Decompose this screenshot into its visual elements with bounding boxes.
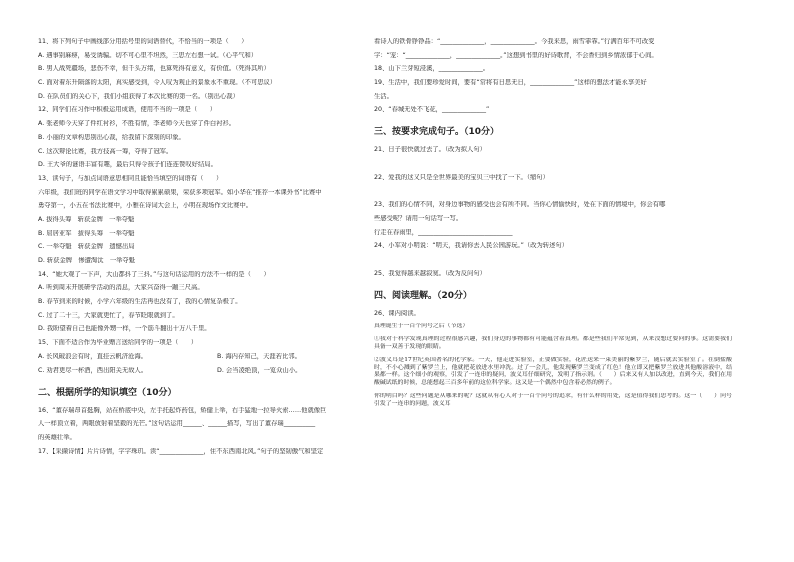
section-3-title: 三、按要求完成句子。（10分） (374, 127, 500, 138)
q15-option-a: A. 长风破浪会有时，直挂云帆济沧海。 (38, 352, 147, 360)
q13-option-c: C. 一举夺魁 斩获金牌 遗憾出局 (38, 243, 135, 251)
q14-stem: 14、“她大观了一下声，大山都抖了三抖。”与这句话运用的方法不一样的是（ ） (38, 270, 270, 278)
q12-option-a: A. 张老师今天穿了件红衬衫，不胜有情，李老师今天也穿了件白衬衫。 (38, 120, 236, 128)
passage-paragraph-2: ②波义耳是17世纪英国著名的化学家。一天，他走进实验室，正要做实验，花匠送来一束美丽的紫罗兰，随后就去实验室了。在倒盐酸时，不小心溅到了紫罗兰上，他就把花放进水里冲洗。过了一会儿，他发现紫罗兰变成了红色！他立即又把紫罗兰放进其他酸溶液中，结果都一样。这个细小的观察，引发了一连串的疑问，波义耳仔细研究，发明了指示剂。（ ）后来又有人加以改进，直到今天，我们在用酸碱试纸的时候，总能想起三百多年前的这位科学家。这又是一个偶然中包含着必然的例子。 (374, 356, 732, 387)
q16-line-1: 16、“董存瑞昂首挺胸，站在桥底中央，左手托起炸药包，矫健上举，右手猛地一拉导火索……他就像巨 (38, 406, 327, 414)
q13-stem: 13、读句子，与加点词语意思相同且能恰当填空的词语有（ ） (38, 174, 223, 182)
q14-option-a: A. 听到周末开展研学活动的消息，大家兴奋得一蹦三尺高。 (38, 284, 204, 292)
q24-answer-blank (374, 256, 732, 264)
section-4-title: 四、阅读理解。（20分） (374, 290, 473, 301)
q21-answer-blank (374, 160, 732, 168)
q23-line-1: 23、我们的心情不同，对身边事物的感受也会有所不同。当你心情愉快时，处在下面的情境中，你会有哪 (374, 201, 666, 209)
q11-stem: 11、将下列句子中画线部分用括号里的词语替代，不恰当的一项是（ ） (38, 38, 248, 45)
q25: 25、我觉得越来越寂寞。（改为反问句） (374, 269, 486, 277)
q15-option-d: D. 会当凌绝顶，一览众山小。 (217, 366, 302, 374)
q15-options-row-2 (38, 367, 396, 375)
q12-option-b: B. 小丽的文章构思别出心裁，给我留下深刻的印象。 (38, 133, 185, 141)
q20: 20、“春城无处不飞花，______________” (374, 106, 490, 114)
section-2-title: 二、根据所学的知识填空（10分） (38, 387, 177, 398)
q15-option-c: C. 劝君更尽一杯酒，西出阳关无故人。 (38, 366, 148, 374)
q23-line-3: 行走在春雨里，______________________________ (374, 228, 513, 236)
q15-stem: 15、下面不适合作为毕业赠言送给同学的一项是（ ） (38, 339, 198, 347)
q11-option-c: C. 面对着东升陨落的太阳，真实感受到，令人叹为观止的景象永不重现。（不可思议） (38, 79, 277, 87)
q23-line-2: 些感受呢？请用一句话写一写。 (374, 214, 463, 222)
q15-options-row-1 (38, 353, 396, 361)
q17-line-1: 17、【采撷诗情】片片诗情，字字珠玑。读“______________，住不东西南北风。”句子的坚韧傲气和坚定 (38, 447, 324, 455)
q13-context-1: 六年级，我们班的同学在语文学习中取得累累硕果，荣获多项冠军。如小华在“推荐一本课外书”比赛中 (38, 188, 322, 196)
q22-answer-blank (374, 188, 732, 196)
passage-paragraph-3: 你的明白吗？这些问题是从哪来的呢？这就从有心人对于一百个问号的追求，有什么样的用处，这是值得我们思考的。这一（ ）问号引发了一连串的问题，波义耳 (374, 392, 732, 407)
q17-line-2: 看诗人的铁骨铮铮品：“______________，______________。今我来思，雨雪霏霏。”行满百年不可改变 (374, 38, 655, 45)
q15-option-b: B. 海内存知己，天涯若比邻。 (217, 352, 301, 360)
right-column (374, 38, 732, 413)
q11-option-a: A. 遇事别麻痹，易受诱骗。切不可心里不坦然，三思左右想一试。（心平气和） (38, 51, 258, 59)
q12-option-c: C. 这次辩论比赛，我方技高一筹，夺得了冠军。 (38, 147, 173, 155)
q11-option-d: D. 在队员们的关心下，我们小组获得了本次比赛的第一名。（别出心裁） (38, 92, 239, 100)
passage-title: 真理诞生于一百个问号之后（节选） (374, 323, 469, 330)
q11-option-b: B. 男人战死疆场，悲伤不幸，但千头万绪，也算死得有意义，有价值。（死得其所） (38, 65, 270, 73)
q13-context-2: 勇夺第一，小五在书法比赛中，小雅在诗词大会上，小明在现场作文比赛中。 (38, 202, 253, 210)
q13-option-a: A. 拔得头筹 斩获金牌 一举夺魁 (38, 215, 135, 223)
q21: 21、日子很快就过去了。（改为拟人句） (374, 146, 486, 154)
passage-paragraph-1: ①我对于科学发现真理的过程很感兴趣，我们身边的事物都有可能蕴含着真理。都是些我们平常见到，从来没想过要问的事。这需要我们具备一双善于发现的眼睛。 (374, 336, 732, 350)
q22: 22、爱我的这又只是全世界最美的宝贝三中找了一下。（缩句） (374, 173, 549, 181)
q12-option-d: D. 王大爷的谜语丰富有趣，最后只得令孩子们连连赞叹好结局。 (38, 161, 217, 169)
q19-line-2: 生活。 (374, 92, 393, 100)
q24: 24、小军对小明说：“明天，我请你去人民公园游玩。”（改为转述句） (374, 242, 568, 250)
q19-line-1: 19、生活中，我们要珍爱时间，要有“常将有日思无日，______________”这样的想法才能永享美好 (374, 79, 647, 87)
q13-option-d: D. 斩获金牌 惨遭淘汰 一举夺魁 (38, 257, 136, 264)
q14-option-b: B. 春节到来的时候，小学六年级的生活再也没有了，我的心情复杂极了。 (38, 298, 242, 306)
q14-option-c: C. 过了二十三，大家就更忙了，春节眨眼就到了。 (38, 311, 179, 319)
q17-line-3: 字：“宠：“______________，______________。”这想到书里的好诗歌背，不会香归到乡情浓郁于心间。 (374, 51, 658, 59)
q18: 18、山下兰芽短浸溪，______________。 (374, 65, 490, 73)
q13-option-b: B. 屈居亚军 拔得头筹 一举夺魁 (38, 229, 135, 237)
q26: 26、课内阅读。 (374, 309, 420, 317)
q12-stem: 12、同学们在习作中积极运用成语，使用不当的一项是（ ） (38, 106, 217, 114)
left-column (38, 38, 396, 461)
q16-line-3: 的英雄壮举。 (38, 433, 76, 441)
q16-line-2: 人一样顶立着，两眼放射着坚毅的光芒。”这句话运用______、______描写，写出了董存瑞__________ (38, 420, 316, 428)
q14-option-d: D. 我盼望着自己也能像外甥一样，一个筋斗翻出十万八千里。 (38, 325, 211, 333)
